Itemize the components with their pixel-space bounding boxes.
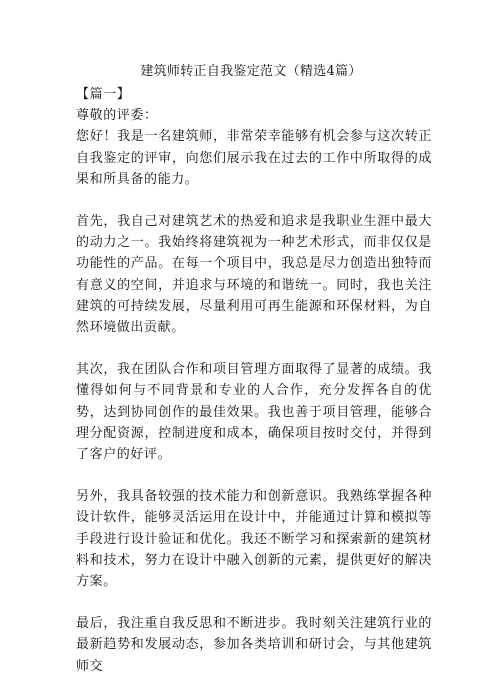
paragraph-gap <box>76 592 432 613</box>
paragraph-gap <box>76 190 432 211</box>
paragraph-gap <box>76 465 432 486</box>
document-body <box>76 84 432 677</box>
paragraph-passion: 首先，我自己对建筑艺术的热爱和追求是我职业生涯中最大的动力之一。我始终将建筑视为一种艺术形式，而非仅仅是功能性的产品。在每一个项目中，我总是尽力创造出独特而有意义的空间，并追求与环境的和谐统一。同时，我也关注建筑的可持续发展，尽量利用可再生能源和环保材料，为自然环境做出贡献。 <box>76 214 432 336</box>
paragraph-technical-skills: 另外，我具备较强的技术能力和创新意识。我熟练掌握各种设计软件，能够灵活运用在设计中，并能通过计算和模拟等手段进行设计验证和优化。我还不断学习和探索新的建筑材料和技术，努力在设计中融入创新的元素，提供更好的解决方案。 <box>76 489 432 590</box>
section-heading: 【篇一】 <box>76 87 131 102</box>
paragraph-teamwork: 其次，我在团队合作和项目管理方面取得了显著的成绩。我懂得如何与不同背景和专业的人合作，充分发挥各自的优势，达到协同创作的最佳效果。我也善于项目管理，能够合理分配资源，控制进度和成本，确保项目按时交付，并得到了客户的好评。 <box>76 362 432 463</box>
document-title: 建筑师转正自我鉴定范文（精选4篇） <box>140 64 362 79</box>
salutation: 尊敬的评委： <box>76 108 158 124</box>
paragraph-gap <box>76 338 432 359</box>
paragraph-intro: 您好！我是一名建筑师，非常荣幸能够有机会参与这次转正自我鉴定的评审，向您们展示我在过去的工作中所取得的成果和所具备的能力。 <box>76 129 432 187</box>
paragraph-self-improvement: 最后，我注重自我反思和不断进步。我时刻关注建筑行业的最新趋势和发展动态，参加各类培训和研讨会，与其他建筑师交 <box>76 616 432 674</box>
